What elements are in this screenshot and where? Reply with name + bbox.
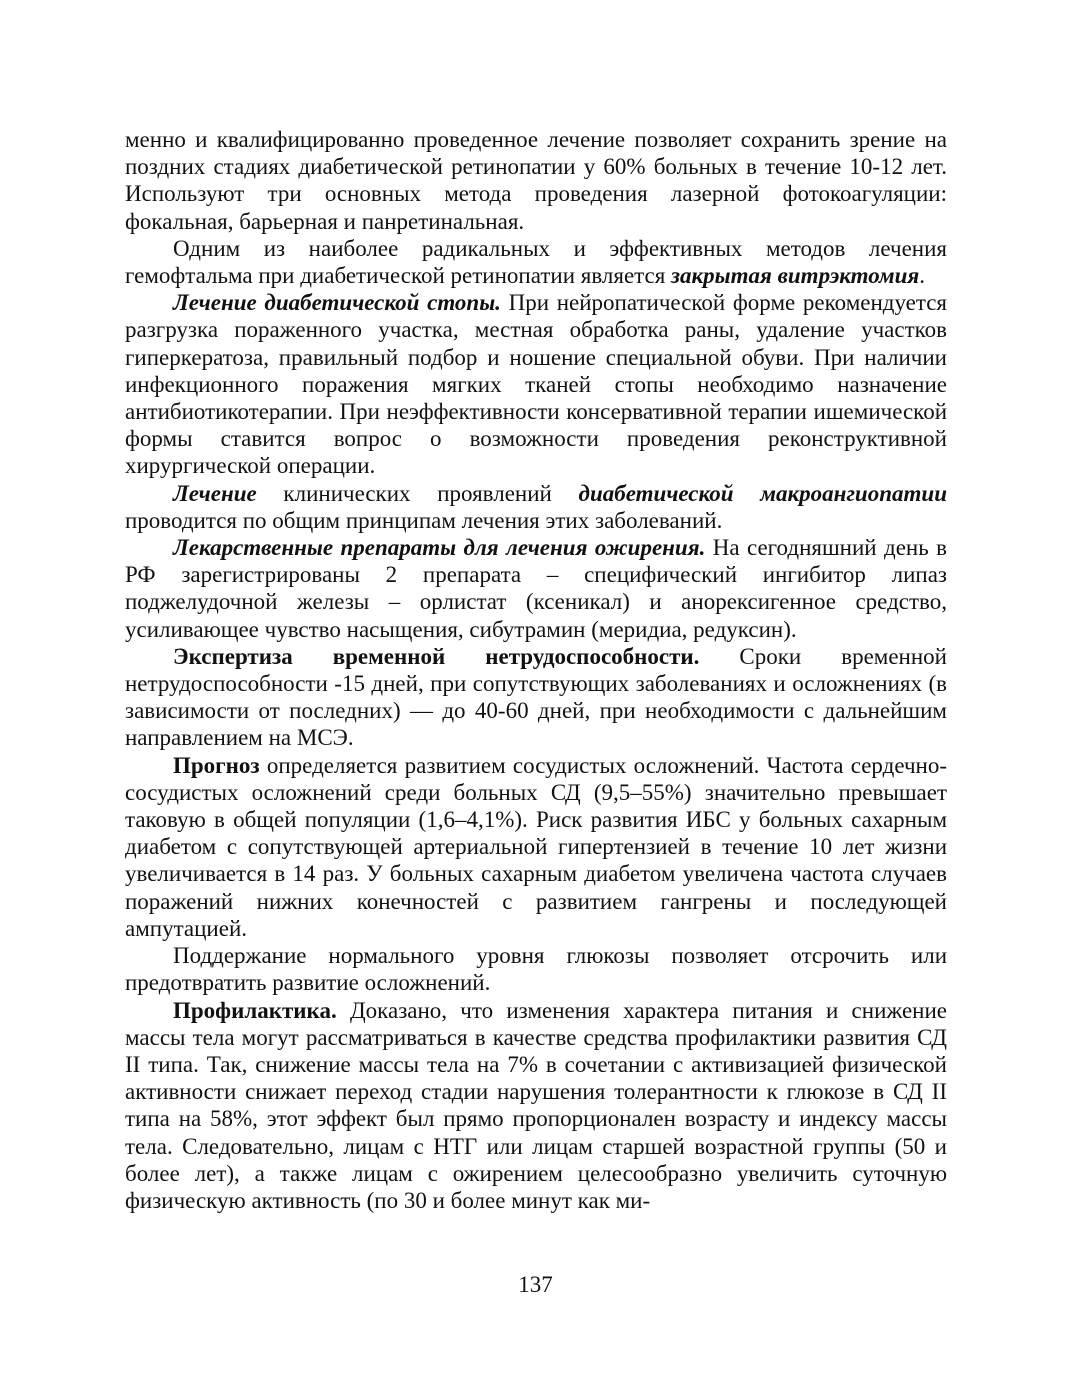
paragraph-vitrectomy [125, 235, 947, 289]
paragraph-text: проводится по общим принципам лечения этих заболеваний. [125, 507, 723, 533]
heading-treatment: Лечение [173, 480, 257, 506]
paragraph-retinopathy-laser [125, 126, 947, 235]
heading-diabetic-foot: Лечение диабетической стопы. [173, 290, 501, 316]
paragraph-text: Одним из наиболее радикальных и эффективных методов лечения гемофтальма при диабетической ретинопатии является [125, 235, 947, 289]
heading-prevention: Профилактика. [173, 997, 337, 1023]
paragraph-text: Сроки временной нетрудоспособности -15 дней, при сопутствующих заболеваниях и осложнениях (в зависимости от последних) — до 40-60 дней, при необходимости с дальнейшим направлением на МСЭ. [125, 643, 947, 751]
paragraph-obesity-drugs [125, 534, 947, 643]
paragraph-prevention [125, 997, 947, 1215]
paragraph-prognosis [125, 752, 947, 942]
heading-prognosis: Прогноз [173, 752, 260, 778]
paragraph-text: На сегодняшний день в РФ зарегистрированы 2 препарата – специфический ингибитор липаз поджелудочной железы – орлистат (ксеникал) и анорексигенное средство, усиливающее чувство насыщения, сибутрамин (меридиа, редуксин). [125, 535, 947, 642]
paragraph-end: . [919, 263, 926, 289]
paragraph-glucose-control [125, 942, 947, 996]
paragraph-text: менно и квалифицированно проведенное лечение позволяет сохранить зрение на поздних стадиях диабетической ретинопатии у 60% больных в течение 10-12 лет. Используют три основных метода проведения лазерной фотокоагуляции: фокальная, барьерная и панретинальная. [125, 127, 947, 234]
paragraph-disability-expertise [125, 643, 947, 752]
paragraph-text: Доказано, что изменения характера питания и снижение массы тела могут рассматриваться в качестве средства профилактики развития СД II типа. Так, снижение массы тела на 7% в сочетании с активизацией физической активности снижает переход стадии нарушения толерантности к глюкозе в СД II типа на 58%, этот эффект был прямо пропорционален возрасту и индексу массы тела. Следовательно, лицам с НТГ или лицам старшей возрастной группы (50 и более лет), а также лицам с ожирением целесообразно увеличить суточную физическую активность (по 30 и более минут как ми- [125, 997, 947, 1213]
term-macroangiopathy: диабетической макроангиопатии [578, 480, 947, 506]
page-body [125, 126, 947, 1214]
heading-obesity-drugs: Лекарственные препараты для лечения ожирения. [173, 535, 706, 561]
term-vitrectomy: закрытая витрэктомия [671, 263, 920, 289]
paragraph-text: При нейропатической форме рекомендуется разгрузка пораженного участка, местная обработка раны, удаление участков гиперкератоза, правильный подбор и ношение специальной обуви. При наличии инфекционного поражения мягких тканей стопы необходимо назначение антибиотикотерапии. При неэффективности консервативной терапии ишемической формы ставится вопрос о возможности проведения реконструктивной хирургической операции. [125, 290, 947, 479]
paragraph-text: определяется развитием сосудистых осложнений. Частота сердечно-сосудистых осложнений среди больных СД (9,5–55%) значительно превышает таковую в общей популяции (1,6–4,1%). Риск развития ИБС у больных сахарным диабетом с сопутствующей артериальной гипертензией в течение 10 лет жизни увеличивается в 14 раз. У больных сахарным диабетом увеличена частота случаев поражений нижних конечностей с развитием гангрены и последующей ампутацией. [125, 752, 947, 941]
heading-disability-expertise: Экспертиза временной нетрудоспособности. [173, 643, 700, 669]
paragraph-text: Поддержание нормального уровня глюкозы позволяет отсрочить или предотвратить развитие осложнений. [125, 943, 947, 996]
paragraph-diabetic-foot [125, 289, 947, 479]
paragraph-macroangiopathy [125, 480, 947, 534]
page-number: 137 [518, 1272, 553, 1297]
paragraph-text: клинических проявлений [256, 480, 579, 506]
